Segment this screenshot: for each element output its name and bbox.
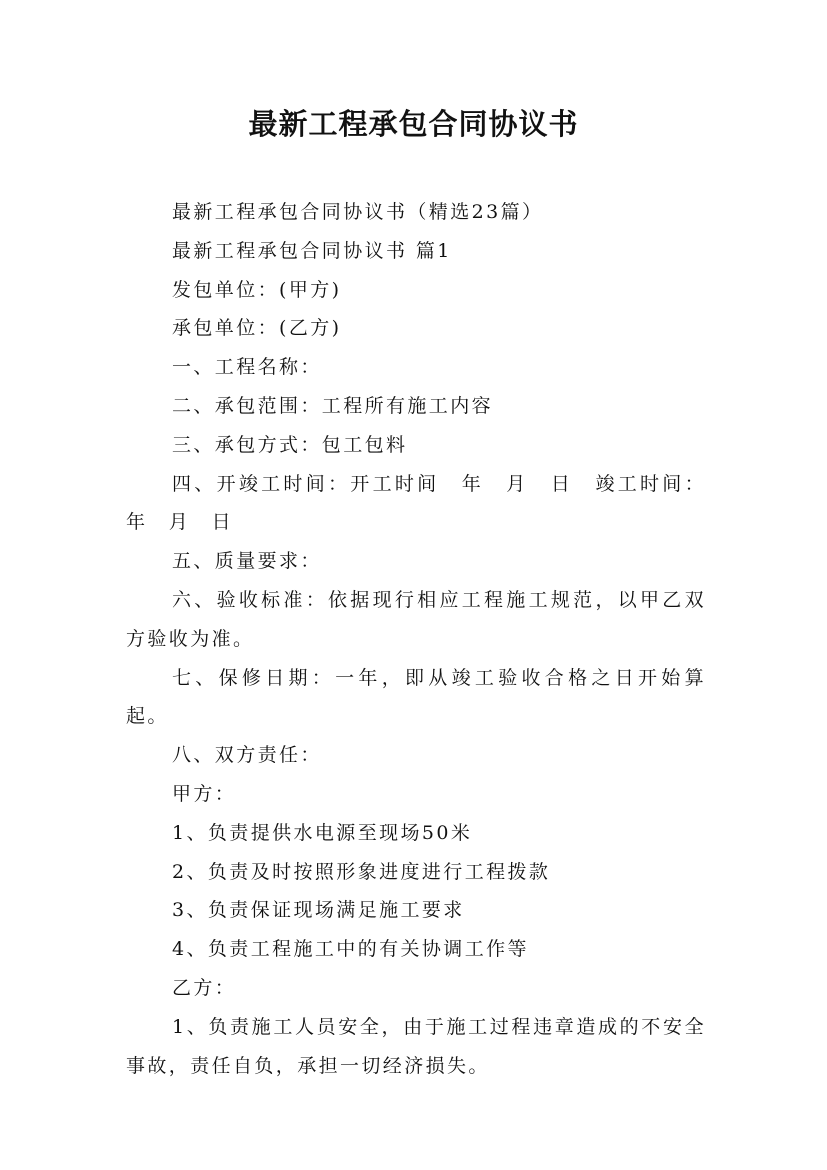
paragraph-quality-requirements: 五、质量要求： bbox=[172, 550, 322, 573]
paragraph-employer: 发包单位：(甲方) bbox=[172, 278, 342, 301]
paragraph-acceptance-standard: 六、验收标准：依据现行相应工程施工规范，以甲乙双方验收为准。 bbox=[126, 588, 706, 650]
document-title: 最新工程承包合同协议书 bbox=[248, 107, 579, 141]
paragraph-responsibilities: 八、双方责任： bbox=[172, 744, 322, 767]
paragraph-contract-scope: 二、承包范围：工程所有施工内容 bbox=[172, 394, 494, 417]
paragraph-contract-method: 三、承包方式：包工包料 bbox=[172, 433, 408, 456]
paragraph-article-heading: 最新工程承包合同协议书 篇1 bbox=[172, 239, 452, 262]
paragraph-collection-title: 最新工程承包合同协议书（精选23篇） bbox=[172, 201, 544, 223]
paragraph-party-b-item-1: 1、负责施工人员安全，由于施工过程违章造成的不安全事故，责任自负，承担一切经济损失。 bbox=[126, 1015, 706, 1077]
paragraph-contractor: 承包单位：(乙方) bbox=[172, 317, 342, 340]
paragraph-warranty-period: 七、保修日期：一年，即从竣工验收合格之日开始算起。 bbox=[126, 666, 706, 728]
document-body bbox=[126, 193, 706, 1085]
paragraph-project-name: 一、工程名称： bbox=[172, 356, 322, 379]
paragraph-party-a-item-4: 4、负责工程施工中的有关协调工作等 bbox=[172, 938, 529, 961]
paragraph-party-b: 乙方： bbox=[172, 976, 237, 999]
paragraph-party-a-item-1: 1、负责提供水电源至现场50米 bbox=[172, 821, 473, 844]
paragraph-party-a-item-3: 3、负责保证现场满足施工要求 bbox=[172, 899, 465, 922]
paragraph-party-a: 甲方： bbox=[172, 782, 237, 805]
paragraph-schedule: 四、开竣工时间：开工时间 年 月 日 竣工时间：年 月 日 bbox=[126, 472, 706, 534]
paragraph-party-a-item-2: 2、负责及时按照形象进度进行工程拨款 bbox=[172, 860, 551, 883]
